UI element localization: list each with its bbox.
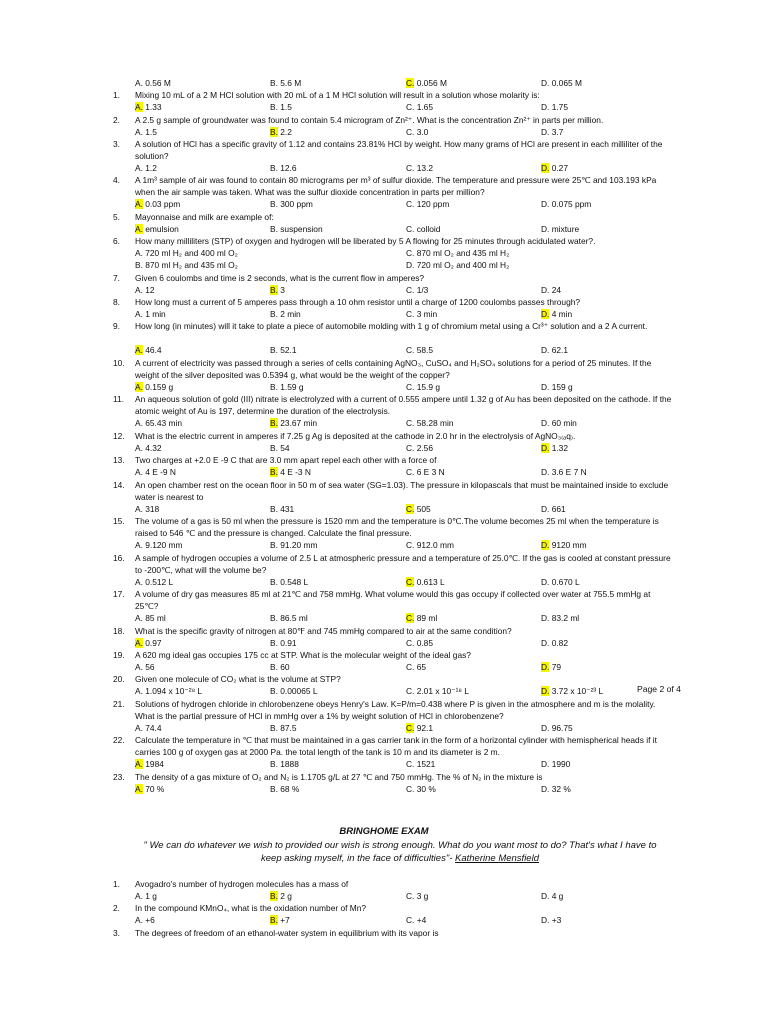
question-number: 5. bbox=[113, 212, 120, 222]
option: B. 12.6 bbox=[270, 163, 297, 173]
option-row bbox=[135, 723, 695, 735]
question-number: 7. bbox=[113, 273, 120, 283]
question-text: An open chamber rest on the ocean floor in 50 m of sea water (SG=1.03). The pressure in kilopascals that must be maintained inside to exclude water is nearest to bbox=[135, 480, 669, 502]
answer-highlight: C. bbox=[406, 78, 415, 88]
option: A. 1.2 bbox=[135, 163, 157, 173]
option: B. 86.5 ml bbox=[270, 613, 308, 623]
option bbox=[270, 285, 285, 297]
option bbox=[270, 915, 290, 927]
option bbox=[406, 613, 437, 625]
answer-highlight: D. bbox=[541, 443, 550, 453]
option bbox=[135, 638, 162, 650]
option-row bbox=[135, 504, 695, 516]
answer-highlight: A. bbox=[135, 638, 143, 648]
option: C. 1.65 bbox=[406, 102, 434, 112]
option bbox=[541, 662, 561, 674]
option: C. 2.01 x 10⁻¹⁸ L bbox=[406, 686, 469, 696]
option: A. 318 bbox=[135, 504, 160, 514]
option: D. 0.065 M bbox=[541, 78, 582, 88]
question-text: How long (in minutes) will it take to plate a piece of automobile molding with 1 g of chromium metal using a Cr³⁺ solution and a 2 A current. bbox=[135, 321, 648, 331]
option bbox=[135, 345, 162, 357]
option: A. 1 min bbox=[135, 309, 166, 319]
question-text: What is the electric current in amperes if 7.25 g Ag is deposited at the cathode in 2.0 hr in the electrolysis of AgNO₃₍ₐq₎. bbox=[135, 431, 576, 441]
question-text: A 1m³ sample of air was found to contain 80 micrograms per m³ of sulfur dioxide. The temperature and pressure were 25℃ and 103.193 kPa when the air sample was taken. What was the sulfur dioxide concentration in parts per million? bbox=[135, 175, 657, 197]
option-row bbox=[135, 759, 695, 771]
option: C. 2.56 bbox=[406, 443, 434, 453]
option: C. 120 ppm bbox=[406, 199, 450, 209]
option: D. 0.82 bbox=[541, 638, 569, 648]
option bbox=[270, 467, 311, 479]
option-text: 79 bbox=[549, 662, 562, 672]
option-row bbox=[135, 784, 695, 796]
option: B. 1888 bbox=[270, 759, 299, 769]
option: B. 300 ppm bbox=[270, 199, 313, 209]
option: B. 52.1 bbox=[270, 345, 297, 355]
option: A. 1 g bbox=[135, 891, 157, 901]
option bbox=[541, 540, 587, 552]
option-text: 0.159 g bbox=[142, 382, 174, 392]
option-row bbox=[135, 382, 695, 394]
page-number: Page 2 of 4 bbox=[637, 684, 681, 694]
option-row bbox=[135, 891, 695, 903]
option: B. 5.6 M bbox=[270, 78, 302, 88]
answer-highlight: C. bbox=[406, 577, 415, 587]
option-text: 0.613 L bbox=[414, 577, 445, 587]
option bbox=[541, 163, 568, 175]
option-row bbox=[135, 443, 695, 455]
option bbox=[270, 418, 317, 430]
option: A. 0.56 M bbox=[135, 78, 171, 88]
option: A. 0.512 L bbox=[135, 577, 174, 587]
option: D. 96.75 bbox=[541, 723, 573, 733]
option-text: 46.4 bbox=[142, 345, 162, 355]
option: D. 3.7 bbox=[541, 127, 564, 137]
question-number: 4. bbox=[113, 175, 120, 185]
option: A. 720 ml H₂ and 400 ml O₂ bbox=[135, 248, 238, 258]
question-text: A volume of dry gas measures 85 ml at 21℃ and 758 mmHg. What volume would this gas occupy if collected over water at 755.5 mmHg at 25℃? bbox=[135, 589, 651, 611]
option: A. 1.5 bbox=[135, 127, 157, 137]
answer-highlight: B. bbox=[270, 467, 278, 477]
option-text: 505 bbox=[414, 504, 431, 514]
option bbox=[135, 224, 179, 236]
question-number: 21. bbox=[113, 699, 125, 709]
option: A. 56 bbox=[135, 662, 155, 672]
option: A. 4.32 bbox=[135, 443, 162, 453]
option: D. 0.670 L bbox=[541, 577, 580, 587]
answer-highlight: D. bbox=[541, 540, 550, 550]
option-row bbox=[135, 662, 695, 674]
option: D. 720 ml O₂ and 400 ml H₂ bbox=[406, 260, 510, 270]
option bbox=[541, 443, 568, 455]
option: C. 0.85 bbox=[406, 638, 434, 648]
option-row bbox=[135, 102, 695, 114]
section-title: BRINGHOME EXAM bbox=[339, 826, 429, 837]
option-text: 2 g bbox=[277, 891, 292, 901]
question-number: 9. bbox=[113, 321, 120, 331]
option: C. 65 bbox=[406, 662, 427, 672]
option: D. 3.6 E 7 N bbox=[541, 467, 587, 477]
option-text: 89 ml bbox=[414, 613, 438, 623]
option: C. 1/3 bbox=[406, 285, 429, 295]
question-text: A sample of hydrogen occupies a volume of 2.5 L at atmospheric pressure and a temperature of 25.0℃. If the gas is cooled at constant pressure to -200℃, what will the volume be? bbox=[135, 553, 671, 575]
option-text: 70 % bbox=[142, 784, 165, 794]
option: D. 0.075 ppm bbox=[541, 199, 592, 209]
question-text: Two charges at +2.0 E -9 C that are 3.0 mm apart repel each other with a force of bbox=[135, 455, 437, 465]
answer-highlight: B. bbox=[270, 127, 278, 137]
question-text: Mayonnaise and milk are example of: bbox=[135, 212, 274, 222]
answer-highlight: D. bbox=[541, 309, 550, 319]
option: D. 60 min bbox=[541, 418, 577, 428]
option-row bbox=[135, 418, 695, 430]
option bbox=[406, 78, 447, 90]
option-row bbox=[135, 613, 695, 625]
option: D. +3 bbox=[541, 915, 562, 925]
question-text: Calculate the temperature in ℃ that must be maintained in a gas carrier tank in the form of a horizontal cylinder with hemispherical heads if it carries 100 g of oxygen gas at 2000 Pa. the total length of the tank is 10 m and its diameter is 2 m. bbox=[135, 735, 657, 757]
answer-highlight: A. bbox=[135, 784, 143, 794]
answer-highlight: B. bbox=[270, 418, 278, 428]
option: D. 62.1 bbox=[541, 345, 569, 355]
option: C. 3 min bbox=[406, 309, 438, 319]
answer-highlight: A. bbox=[135, 199, 143, 209]
option: A. 85 ml bbox=[135, 613, 166, 623]
option: C. 870 ml O₂ and 435 ml H₂ bbox=[406, 248, 510, 258]
question-number: 2. bbox=[113, 115, 120, 125]
option-row bbox=[135, 686, 695, 698]
option-row bbox=[135, 638, 695, 650]
answer-highlight: B. bbox=[270, 915, 278, 925]
option: C. 58.28 min bbox=[406, 418, 454, 428]
option bbox=[135, 102, 162, 114]
option bbox=[541, 686, 603, 698]
option-text: 0.97 bbox=[142, 638, 162, 648]
question-number: 6. bbox=[113, 236, 120, 246]
answer-highlight: B. bbox=[270, 285, 278, 295]
option bbox=[135, 784, 164, 796]
option: B. 2 min bbox=[270, 309, 301, 319]
option-row bbox=[135, 915, 695, 927]
option: A. 74.4 bbox=[135, 723, 162, 733]
question-number: 12. bbox=[113, 431, 125, 441]
question-number: 3. bbox=[113, 928, 120, 938]
option: C. 1521 bbox=[406, 759, 436, 769]
option-text: 3.72 x 10⁻²³ L bbox=[549, 686, 604, 696]
question-number: 3. bbox=[113, 139, 120, 149]
option: C. +4 bbox=[406, 915, 427, 925]
option-row bbox=[135, 467, 695, 479]
question-text: How many milliliters (STP) of oxygen and hydrogen will be liberated by 5 A flowing for 25 minutes through acidulated water?. bbox=[135, 236, 596, 246]
option: B. 54 bbox=[270, 443, 290, 453]
question-number: 22. bbox=[113, 735, 125, 745]
option-text: 1.33 bbox=[142, 102, 162, 112]
question-text: A solution of HCl has a specific gravity of 1.12 and contains 23.81% HCl by weight. How many grams of HCl are present in each milliliter of the solution? bbox=[135, 139, 663, 161]
option-text: 1.32 bbox=[549, 443, 569, 453]
option-text: +7 bbox=[277, 915, 290, 925]
option: C. 6 E 3 N bbox=[406, 467, 445, 477]
question-text: The degrees of freedom of an ethanol-water system in equilibrium with its vapor is bbox=[135, 928, 439, 938]
question-number: 11. bbox=[113, 394, 125, 404]
option-row bbox=[135, 577, 695, 589]
option: B. 1.59 g bbox=[270, 382, 304, 392]
option-text: 23.67 min bbox=[277, 418, 318, 428]
question-text: Solutions of hydrogen chloride in chlorobenzene obeys Henry's Law. K=P/m=0.438 where P is given in the atmosphere and m is the molality. What is the partial pressure of HCl in mmHg over a 1% by weight solution of HCl in chlorobenzene? bbox=[135, 699, 656, 721]
question-number: 1. bbox=[113, 90, 120, 100]
question-number: 2. bbox=[113, 903, 120, 913]
question-number: 17. bbox=[113, 589, 125, 599]
option bbox=[406, 577, 445, 589]
option-row bbox=[135, 345, 695, 357]
option: A. 4 E -9 N bbox=[135, 467, 176, 477]
option-row bbox=[135, 78, 695, 90]
option: C. 58.5 bbox=[406, 345, 434, 355]
quote-author: Katherine Mensfield bbox=[455, 853, 539, 864]
option: A. 12 bbox=[135, 285, 155, 295]
option bbox=[135, 382, 173, 394]
option-text: 9120 mm bbox=[549, 540, 587, 550]
option bbox=[270, 127, 292, 139]
answer-highlight: A. bbox=[135, 102, 143, 112]
question-text: Mixing 10 mL of a 2 M HCl solution with 20 mL of a 1 M HCl solution will result in a solution whose molarity is: bbox=[135, 90, 540, 100]
answer-highlight: D. bbox=[541, 662, 550, 672]
option: C. 15.9 g bbox=[406, 382, 440, 392]
option: B. 91.20 mm bbox=[270, 540, 318, 550]
option: B. 431 bbox=[270, 504, 295, 514]
quote bbox=[140, 839, 660, 865]
option: C. colloid bbox=[406, 224, 441, 234]
answer-highlight: C. bbox=[406, 613, 415, 623]
option: D. 1.75 bbox=[541, 102, 569, 112]
answer-highlight: A. bbox=[135, 759, 143, 769]
question-text: The density of a gas mixture of O₂ and N₂ is 1.1705 g/L at 27 ℃ and 750 mmHg. The % of N₂ in the mixture is bbox=[135, 772, 543, 782]
question-number: 19. bbox=[113, 650, 125, 660]
option: A. 65.43 min bbox=[135, 418, 183, 428]
option: D. 1990 bbox=[541, 759, 571, 769]
option-row bbox=[135, 224, 695, 236]
option-text: 4 E -3 N bbox=[277, 467, 311, 477]
option: B. 0.548 L bbox=[270, 577, 309, 587]
option-text: 0.056 M bbox=[414, 78, 447, 88]
option: C. 3.0 bbox=[406, 127, 429, 137]
option: C. 912.0 mm bbox=[406, 540, 454, 550]
question-number: 15. bbox=[113, 516, 125, 526]
question-text: What is the specific gravity of nitrogen at 80℉ and 745 mmHg compared to air at the same condition? bbox=[135, 626, 512, 636]
option: B. 60 bbox=[270, 662, 290, 672]
option: D. 32 % bbox=[541, 784, 571, 794]
option-row bbox=[135, 163, 695, 175]
option: A. +6 bbox=[135, 915, 155, 925]
option-text: 0.27 bbox=[549, 163, 569, 173]
option: B. 87.5 bbox=[270, 723, 297, 733]
option: B. 870 ml H₂ and 435 ml O₂ bbox=[135, 260, 238, 270]
option-text: 3 bbox=[277, 285, 285, 295]
option-row bbox=[135, 260, 695, 272]
question-text: In the compound KMnO₄, what is the oxidation number of Mn? bbox=[135, 903, 367, 913]
answer-highlight: A. bbox=[135, 345, 143, 355]
option-row bbox=[135, 540, 695, 552]
option-text: emulsion bbox=[142, 224, 179, 234]
option bbox=[270, 891, 292, 903]
question-number: 20. bbox=[113, 674, 125, 684]
answer-highlight: B. bbox=[270, 891, 278, 901]
option: A. 1.094 x 10⁻²⁸ L bbox=[135, 686, 203, 696]
option-text: 92.1 bbox=[414, 723, 434, 733]
question-number: 8. bbox=[113, 297, 120, 307]
question-number: 16. bbox=[113, 553, 125, 563]
answer-highlight: A. bbox=[135, 224, 143, 234]
question-number: 13. bbox=[113, 455, 125, 465]
option: C. 13.2 bbox=[406, 163, 434, 173]
question-number: 23. bbox=[113, 772, 125, 782]
option-row bbox=[135, 248, 695, 260]
question-text: Avogadro's number of hydrogen molecules has a mass of bbox=[135, 879, 349, 889]
answer-highlight: C. bbox=[406, 504, 415, 514]
option-row bbox=[135, 285, 695, 297]
answer-highlight: C. bbox=[406, 723, 415, 733]
question-number: 10. bbox=[113, 358, 125, 368]
option: D. 83.2 ml bbox=[541, 613, 580, 623]
option-text: 0.03 ppm bbox=[142, 199, 181, 209]
question-text: Given one molecule of CO₂ what is the volume at STP? bbox=[135, 674, 341, 684]
question-text: A current of electricity was passed through a series of cells containing AgNO₃, CuSO₄ and H₂SO₄ solutions for a period of 25 minutes. If the weight of the silver deposited was 0.5394 g, what would be the weight of the copper? bbox=[135, 358, 652, 380]
option: B. 1.5 bbox=[270, 102, 292, 112]
option: C. 3 g bbox=[406, 891, 429, 901]
option: B. 0.00065 L bbox=[270, 686, 318, 696]
question-text: A 2.5 g sample of groundwater was found to contain 5.4 microgram of Zn²⁺. What is the concentration Zn²⁺ in parts per million. bbox=[135, 115, 604, 125]
answer-highlight: D. bbox=[541, 686, 550, 696]
option: D. 24 bbox=[541, 285, 562, 295]
option: B. 68 % bbox=[270, 784, 300, 794]
question-number: 1. bbox=[113, 879, 120, 889]
question-text: The volume of a gas is 50 ml when the pressure is 1520 mm and the temperature is 0℃.The volume becomes 25 ml when the temperature is raised to 546 ℃ and the pressure is changed. Calculate the final pressure. bbox=[135, 516, 659, 538]
option: D. 661 bbox=[541, 504, 566, 514]
option: D. 4 g bbox=[541, 891, 564, 901]
option-text: 4 min bbox=[549, 309, 573, 319]
option: D. mixture bbox=[541, 224, 580, 234]
option: B. 0.91 bbox=[270, 638, 297, 648]
option: D. 159 g bbox=[541, 382, 573, 392]
question-text: How long must a current of 5 amperes pass through a 10 ohm resistor until a charge of 1200 coulombs passes through? bbox=[135, 297, 581, 307]
option: C. 30 % bbox=[406, 784, 436, 794]
answer-highlight: A. bbox=[135, 382, 143, 392]
quote-text: " We can do whatever we wish to provided our wish is strong enough. What do you want most to do? That's what I have to keep asking myself, in the face of difficulties"- bbox=[143, 840, 657, 864]
option bbox=[406, 723, 433, 735]
question-text: Given 6 coulombs and time is 2 seconds, what is the current flow in amperes? bbox=[135, 273, 425, 283]
option: B. suspension bbox=[270, 224, 323, 234]
question-text: An aqueous solution of gold (III) nitrate is electrolyzed with a current of 0.555 ampere until 1.32 g of Au has been deposited on the cathode. If the atomic weight of Au is 197, determine the duration of the electrolysis. bbox=[135, 394, 672, 416]
option-text: 2.2 bbox=[277, 127, 292, 137]
option-row bbox=[135, 199, 695, 211]
option bbox=[406, 504, 431, 516]
option bbox=[135, 759, 164, 771]
question-number: 18. bbox=[113, 626, 125, 636]
option bbox=[135, 199, 180, 211]
option-text: 1984 bbox=[142, 759, 164, 769]
answer-highlight: D. bbox=[541, 163, 550, 173]
option bbox=[541, 309, 572, 321]
question-number: 14. bbox=[113, 480, 125, 490]
option-row bbox=[135, 309, 695, 321]
option: A. 9.120 mm bbox=[135, 540, 183, 550]
option-row bbox=[135, 127, 695, 139]
question-text: A 620 mg ideal gas occupies 175 cc at STP. What is the molecular weight of the ideal gas? bbox=[135, 650, 471, 660]
